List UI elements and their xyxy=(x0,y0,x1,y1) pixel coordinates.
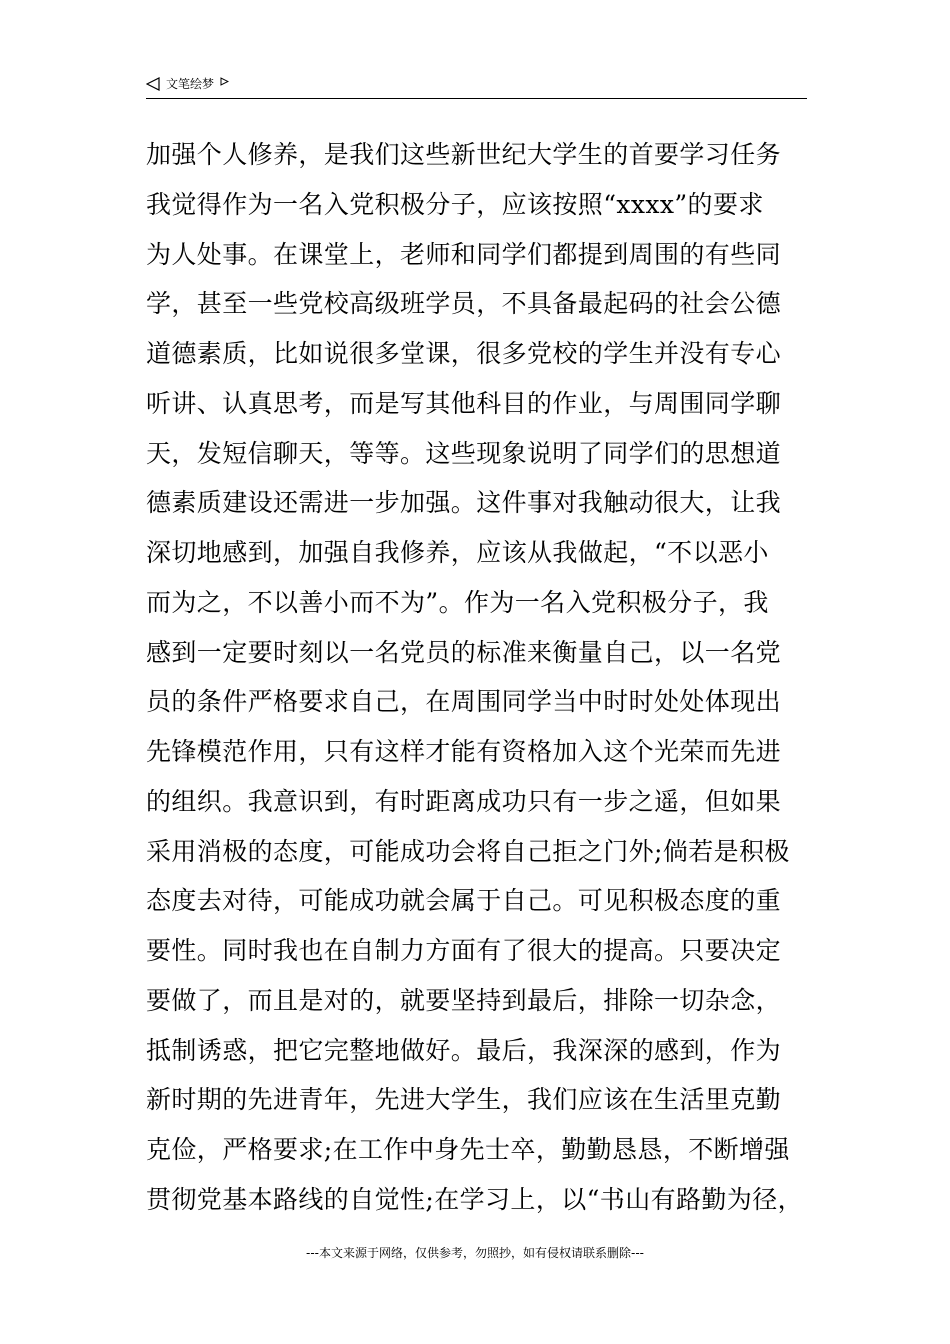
text-line: 而为之，不以善小而不为”。作为一名入党积极分子，我 xyxy=(146,587,769,617)
text-line: 抵制诱惑，把它完整地做好。最后，我深深的感到，作为 xyxy=(146,1035,782,1065)
text-line: 先锋模范作用，只有这样才能有资格加入这个光荣而先进 xyxy=(146,737,782,766)
page-header xyxy=(146,74,807,99)
text-line: 感到一定要时刻以一名党员的标准来衡量自己，以一名党 xyxy=(146,637,782,667)
triangle-right-icon xyxy=(220,77,229,86)
text-line: 学，甚至一些党校高级班学员，不具备最起码的社会公德 xyxy=(146,289,782,319)
text-line: 道德素质，比如说很多堂课，很多党校的学生并没有专心 xyxy=(146,339,782,368)
text-line: 听讲、认真思考，而是写其他科目的作业，与周围同学聊 xyxy=(146,388,782,418)
triangle-left-icon xyxy=(146,77,160,91)
text-line: 要做了，而且是对的，就要坚持到最后，排除一切杂念， xyxy=(146,985,782,1015)
text-line: 员的条件严格要求自己，在周围同学当中时时处处体现出 xyxy=(146,687,782,717)
text-line: 克俭，严格要求;在工作中身先士卒，勤勤恳恳，不断增强 xyxy=(146,1135,790,1164)
text-line: 我觉得作为一名入党积极分子，应该按照“xxxx”的要求 xyxy=(146,189,764,219)
header-content xyxy=(146,76,229,92)
text-line: 要性。同时我也在自制力方面有了很大的提高。只要决定 xyxy=(146,936,782,965)
text-line: 深切地感到，加强自我修养，应该从我做起，“不以恶小 xyxy=(146,538,769,567)
text-line: 态度去对待，可能成功就会属于自己。可见积极态度的重 xyxy=(146,886,782,916)
header-title: 文笔绘梦 xyxy=(166,77,215,91)
text-line: 为人处事。在课堂上，老师和同学们都提到周围的有些同 xyxy=(146,239,782,269)
text-line: 采用消极的态度，可能成功会将自己拒之门外;倘若是积极 xyxy=(146,836,790,866)
text-line: 的组织。我意识到，有时距离成功只有一步之遥，但如果 xyxy=(146,786,782,816)
document-body xyxy=(146,130,816,1225)
text-line: 加强个人修养，是我们这些新世纪大学生的首要学习任务 xyxy=(146,140,782,169)
page-footer: ---本文来源于网络，仅供参考，勿照抄，如有侵权请联系删除--- xyxy=(306,1246,644,1260)
text-line: 新时期的先进青年，先进大学生，我们应该在生活里克勤 xyxy=(146,1085,782,1115)
text-line: 德素质建设还需进一步加强。这件事对我触动很大，让我 xyxy=(146,488,782,518)
text-line: 天，发短信聊天，等等。这些现象说明了同学们的思想道 xyxy=(146,438,782,468)
text-line: 贯彻党基本路线的自觉性;在学习上，以“书山有路勤为径， xyxy=(146,1184,804,1214)
